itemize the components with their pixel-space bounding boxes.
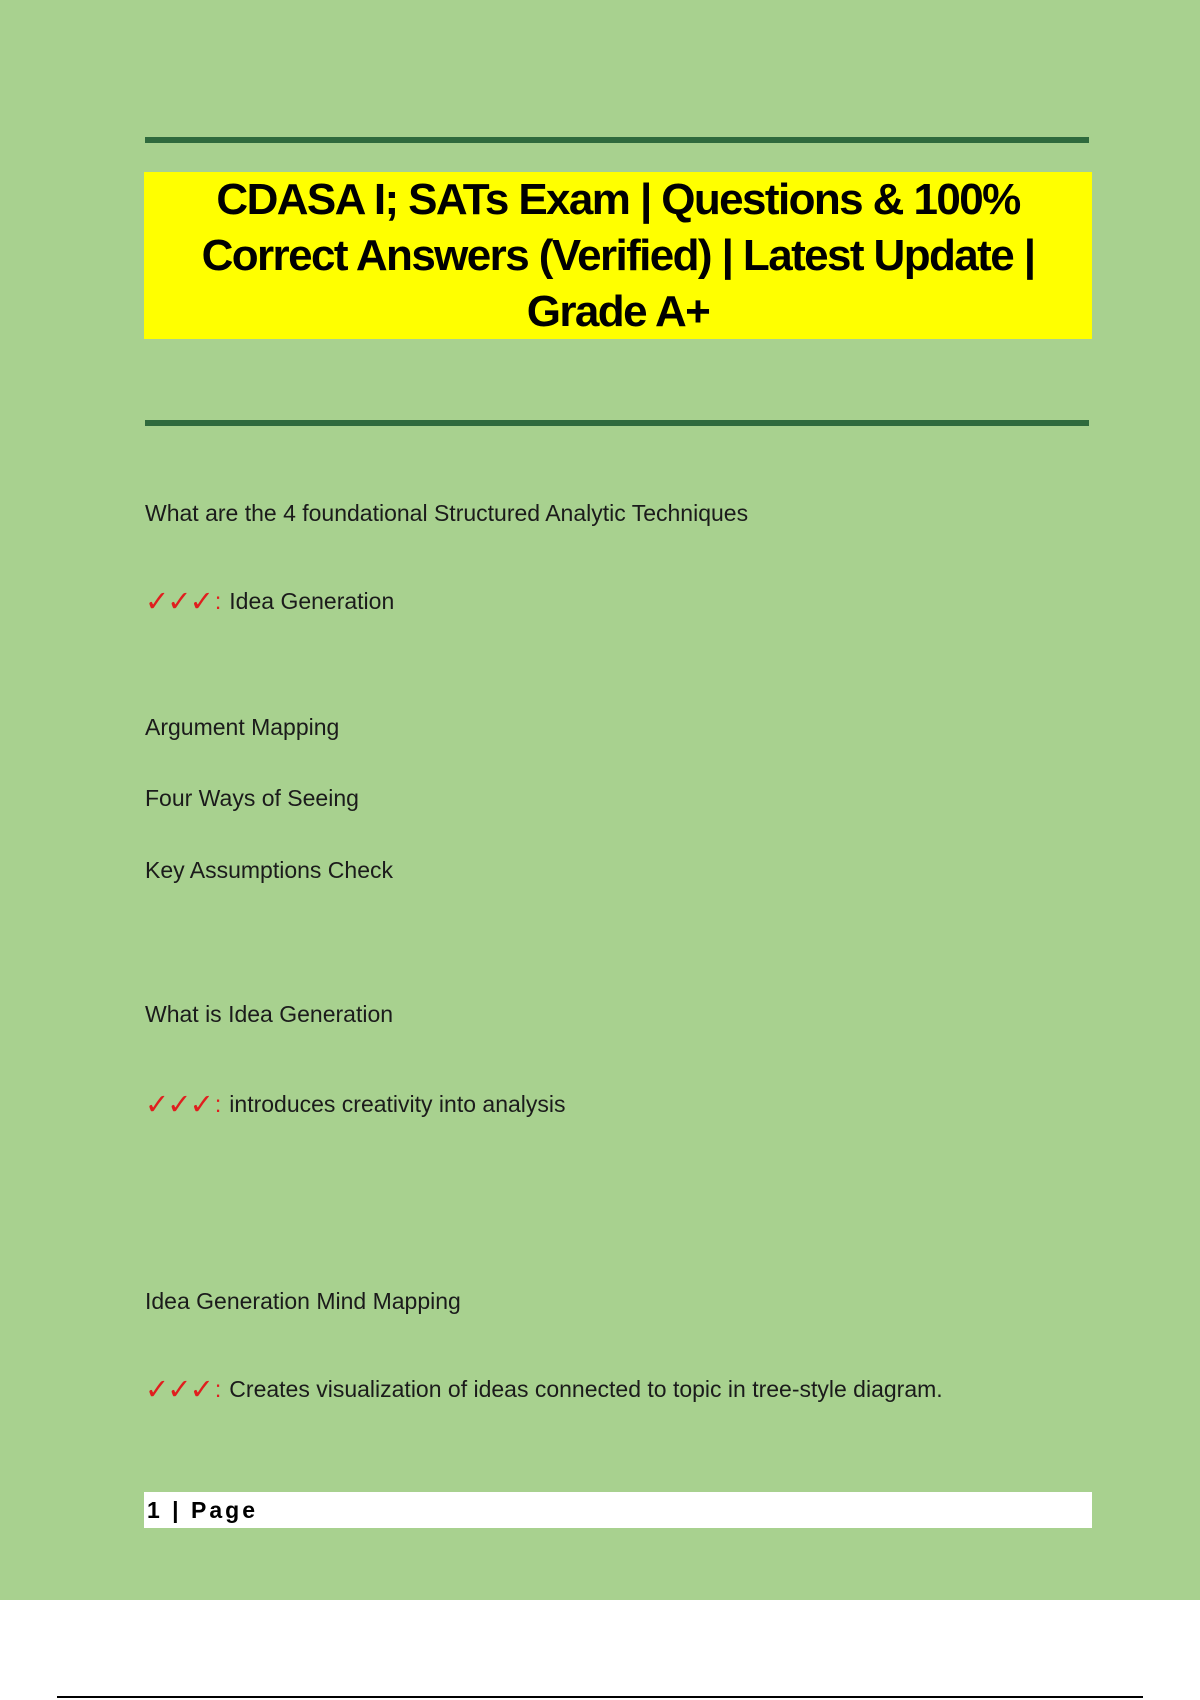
answer-separator: : bbox=[214, 1375, 222, 1402]
bottom-divider bbox=[57, 1696, 1143, 1698]
answer-3 bbox=[145, 1372, 943, 1406]
check-mark-icon: ✓✓✓ bbox=[145, 584, 212, 618]
page-footer bbox=[144, 1492, 1092, 1528]
answer-1-text: Idea Generation bbox=[229, 587, 395, 614]
title-highlight-box bbox=[144, 172, 1092, 339]
answer-separator: : bbox=[214, 587, 222, 614]
top-divider bbox=[145, 137, 1089, 143]
question-3: Idea Generation Mind Mapping bbox=[145, 1288, 461, 1314]
title-bottom-divider bbox=[145, 420, 1089, 426]
check-mark-icon: ✓✓✓ bbox=[145, 1087, 212, 1121]
answer-1-item-3: Four Ways of Seeing bbox=[145, 785, 359, 811]
answer-3-text: Creates visualization of ideas connected to topic in tree-style diagram. bbox=[229, 1375, 943, 1402]
answer-1 bbox=[145, 584, 394, 618]
answer-1-item-4: Key Assumptions Check bbox=[145, 857, 394, 883]
answer-2 bbox=[145, 1087, 566, 1121]
document-title: CDASA I; SATs Exam | Questions & 100% Correct Answers (Verified) | Latest Update | Grade A+ bbox=[201, 174, 1035, 336]
question-2: What is Idea Generation bbox=[145, 1001, 394, 1027]
answer-1-item-2: Argument Mapping bbox=[145, 714, 340, 740]
check-mark-icon: ✓✓✓ bbox=[145, 1372, 212, 1406]
question-1: What are the 4 foundational Structured Analytic Techniques bbox=[145, 500, 749, 526]
page-number: 1 | Page bbox=[147, 1496, 258, 1523]
answer-separator: : bbox=[214, 1090, 222, 1117]
answer-2-text: introduces creativity into analysis bbox=[229, 1090, 566, 1117]
